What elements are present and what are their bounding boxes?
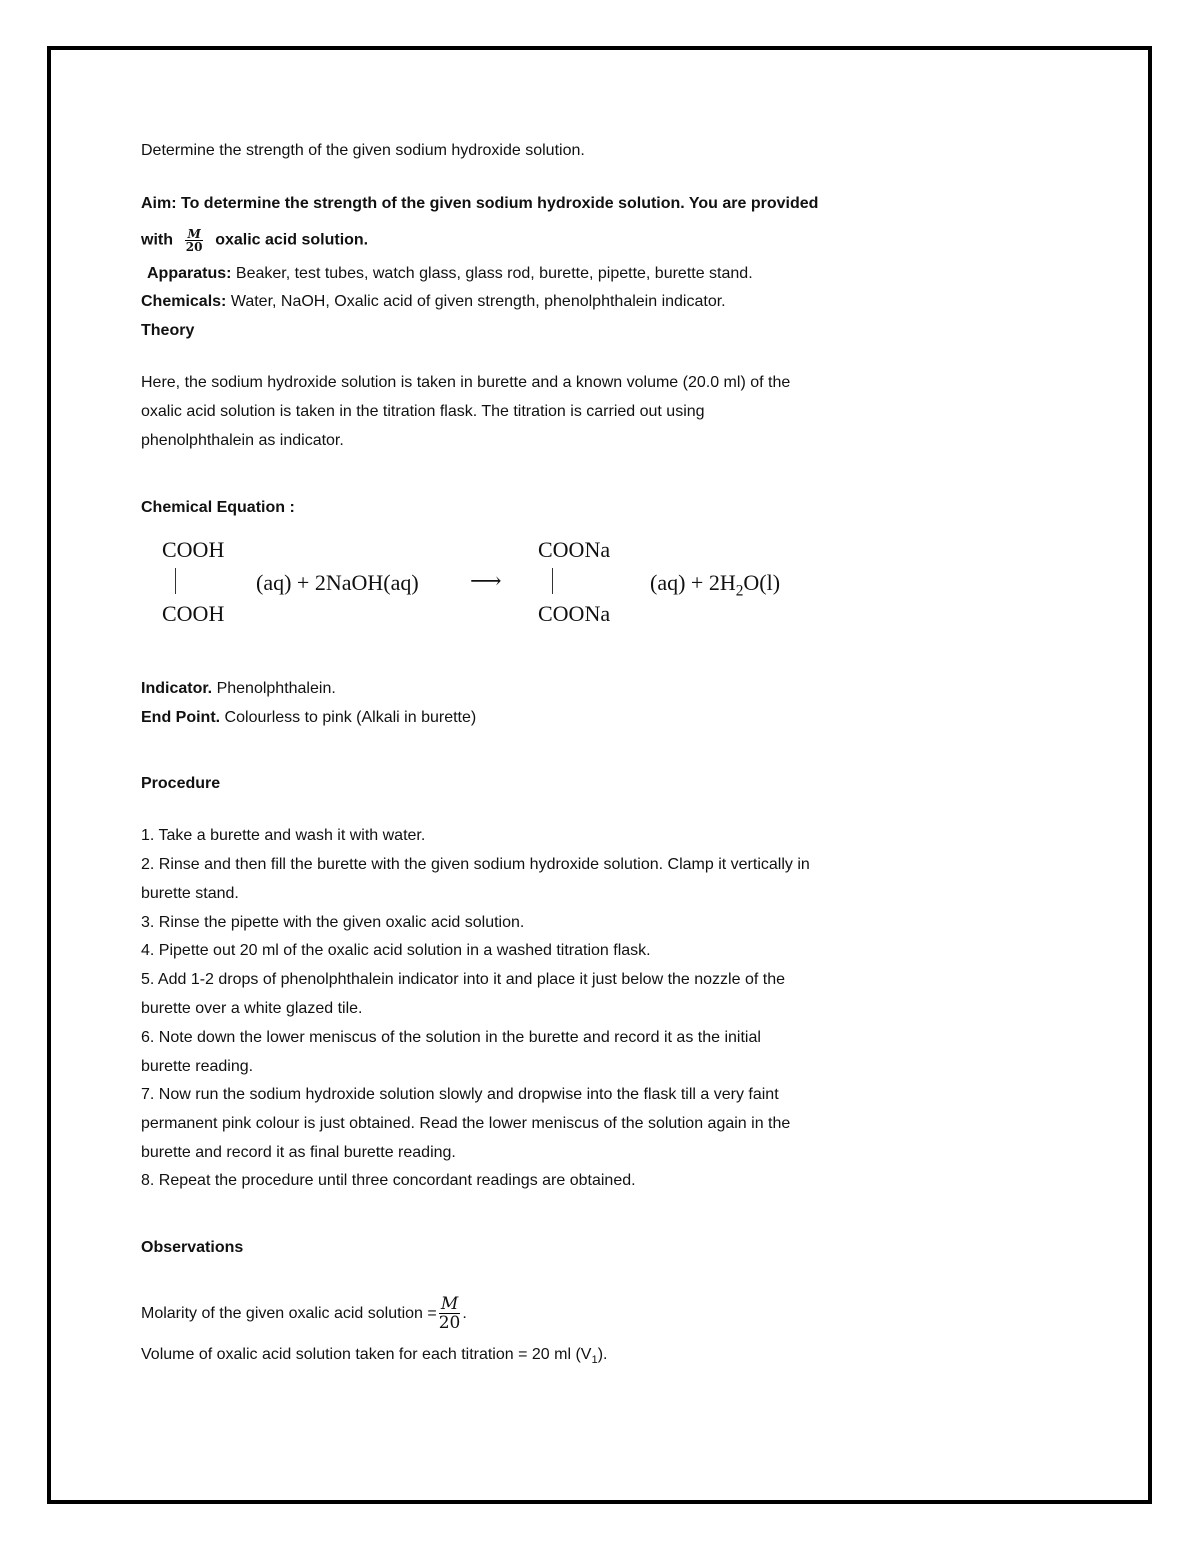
product-state-prefix: (aq) + 2H bbox=[650, 570, 736, 595]
fraction-denominator: 20 bbox=[185, 240, 203, 254]
end-point-line bbox=[141, 709, 476, 727]
chemical-equation bbox=[160, 535, 840, 635]
apparatus-label: Apparatus: bbox=[147, 265, 232, 282]
reactant-bottom: COOH bbox=[162, 601, 225, 626]
procedure-line-6: 5. Add 1-2 drops of phenolphthalein indicator into it and place it just below the nozzle of the bbox=[141, 971, 785, 988]
equation-heading: Chemical Equation : bbox=[141, 499, 295, 516]
fraction-numerator: M bbox=[187, 227, 201, 241]
procedure-line-4: 3. Rinse the pipette with the given oxalic acid solution. bbox=[141, 914, 525, 931]
molarity-suffix: . bbox=[462, 1305, 467, 1322]
procedure-line-7: burette over a white glazed tile. bbox=[141, 1000, 363, 1017]
aim-suffix: oxalic acid solution. bbox=[215, 231, 369, 249]
indicator-text: Phenolphthalein. bbox=[212, 680, 336, 697]
volume-sub: 1 bbox=[591, 1354, 598, 1367]
aim-fraction bbox=[185, 228, 202, 253]
procedure-line-5: 4. Pipette out 20 ml of the oxalic acid solution in a washed titration flask. bbox=[141, 942, 651, 959]
fraction-numerator: M bbox=[439, 1295, 461, 1314]
product-top: COONa bbox=[538, 537, 611, 562]
chemicals-text: Water, NaOH, Oxalic acid of given strength, phenolphthalein indicator. bbox=[226, 293, 726, 310]
apparatus-text: Beaker, test tubes, watch glass, glass rod, burette, pipette, burette stand. bbox=[231, 265, 753, 282]
procedure-line-11: permanent pink colour is just obtained. Read the lower meniscus of the solution again in the bbox=[141, 1115, 791, 1132]
apparatus-line bbox=[147, 265, 753, 283]
reactant-bond bbox=[175, 568, 176, 594]
aim-line-1: Aim: To determine the strength of the given sodium hydroxide solution. You are provided bbox=[141, 195, 819, 212]
molarity-line bbox=[141, 1292, 467, 1336]
procedure-line-8: 6. Note down the lower meniscus of the solution in the burette and record it as the initial bbox=[141, 1029, 761, 1046]
procedure-line-2: 2. Rinse and then fill the burette with the given sodium hydroxide solution. Clamp it vertically in bbox=[141, 856, 810, 873]
procedure-line-3: burette stand. bbox=[141, 885, 239, 902]
molarity-fraction bbox=[439, 1295, 461, 1332]
chemicals-line bbox=[141, 293, 726, 311]
chemicals-label: Chemicals: bbox=[141, 293, 227, 310]
volume-prefix: Volume of oxalic acid solution taken for each titration = 20 ml (V bbox=[141, 1346, 592, 1363]
end-point-label: End Point. bbox=[141, 709, 221, 726]
observations-heading: Observations bbox=[141, 1239, 244, 1256]
volume-line bbox=[141, 1346, 608, 1367]
indicator-label: Indicator. bbox=[141, 680, 213, 697]
product-state-suffix: O(l) bbox=[743, 570, 781, 595]
reactant-state: (aq) + 2NaOH(aq) bbox=[256, 570, 419, 595]
procedure-line-13: 8. Repeat the procedure until three concordant readings are obtained. bbox=[141, 1172, 636, 1189]
volume-suffix: ). bbox=[597, 1346, 608, 1363]
theory-heading: Theory bbox=[141, 322, 195, 339]
end-point-text: Colourless to pink (Alkali in burette) bbox=[220, 709, 477, 726]
procedure-heading: Procedure bbox=[141, 775, 221, 792]
procedure-line-12: burette and record it as final burette reading. bbox=[141, 1144, 456, 1161]
product-bottom: COONa bbox=[538, 601, 611, 626]
product-bond bbox=[552, 568, 553, 594]
procedure-line-1: 1. Take a burette and wash it with water. bbox=[141, 827, 426, 844]
aim-line-2 bbox=[141, 228, 368, 253]
procedure-line-10: 7. Now run the sodium hydroxide solution slowly and dropwise into the flask till a very faint bbox=[141, 1086, 779, 1103]
theory-line-1: Here, the sodium hydroxide solution is taken in burette and a known volume (20.0 ml) of the bbox=[141, 374, 791, 391]
molarity-prefix: Molarity of the given oxalic acid solution = bbox=[141, 1305, 437, 1322]
reactant-top: COOH bbox=[162, 537, 225, 562]
fraction-denominator: 20 bbox=[438, 1313, 461, 1334]
reaction-arrow: ⟶ bbox=[470, 568, 502, 593]
aim-with: with bbox=[141, 231, 173, 249]
indicator-line bbox=[141, 680, 336, 698]
product-state-sub: 2 bbox=[735, 582, 744, 600]
procedure-line-9: burette reading. bbox=[141, 1058, 254, 1075]
theory-line-3: phenolphthalein as indicator. bbox=[141, 432, 344, 449]
theory-line-2: oxalic acid solution is taken in the titration flask. The titration is carried out using bbox=[141, 403, 705, 420]
document-title: Determine the strength of the given sodium hydroxide solution. bbox=[141, 142, 585, 159]
product-state bbox=[650, 570, 781, 600]
